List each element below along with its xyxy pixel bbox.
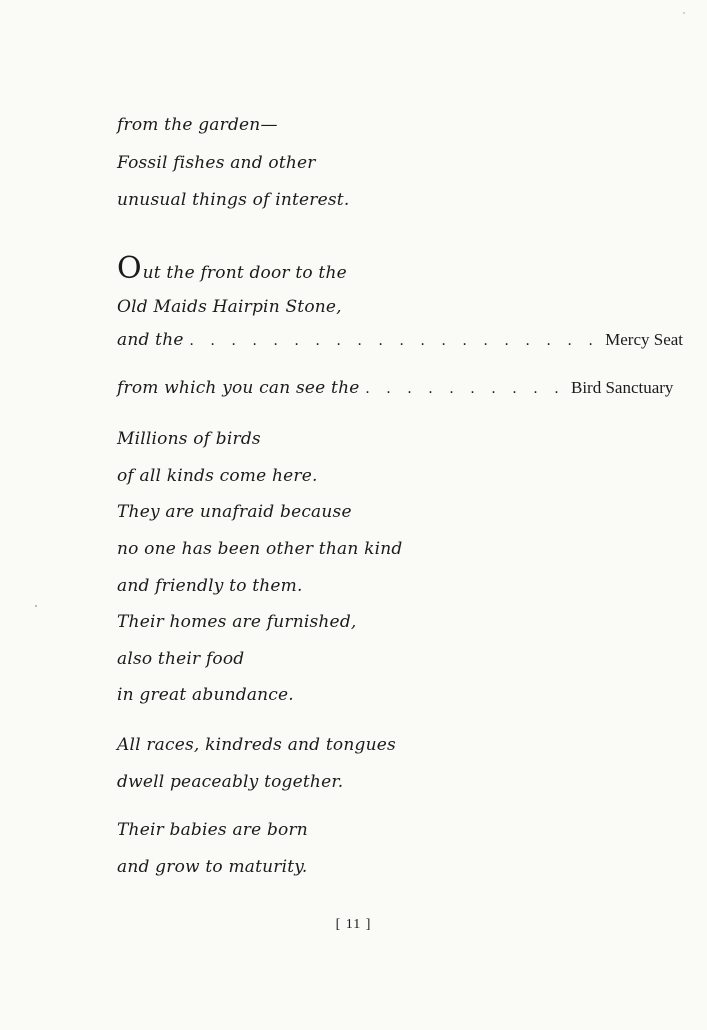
poem-line: They are unafraid because: [117, 502, 352, 522]
poem-line: Old Maids Hairpin Stone,: [117, 297, 342, 317]
poem-line: Their homes are furnished,: [117, 612, 357, 632]
poem-line: and grow to maturity.: [117, 857, 308, 877]
dot-leader: . . . . . . . . . .: [365, 380, 565, 397]
drop-cap-letter: O: [117, 251, 142, 286]
poem-line: dwell peaceably together.: [117, 772, 344, 792]
leader-phrase: from which you can see the: [117, 378, 360, 398]
ink-speck: [35, 605, 37, 607]
leader-row-mercy-seat: [117, 330, 684, 352]
poem-line: Millions of birds: [117, 429, 261, 449]
poem-line: also their food: [117, 649, 245, 669]
poem-line: unusual things of interest.: [117, 190, 350, 210]
place-name: Bird Sanctuary: [570, 378, 674, 397]
poem-line: Fossil fishes and other: [117, 153, 316, 173]
poem-line-dropcap: [117, 251, 347, 286]
place-name: Mercy Seat: [605, 330, 684, 349]
leader-row-bird-sanctuary: [117, 378, 674, 400]
poem-line: Their babies are born: [117, 820, 308, 840]
ink-speck: [683, 12, 685, 14]
poem-line: All races, kindreds and tongues: [117, 735, 396, 755]
leader-phrase: and the: [117, 330, 184, 350]
page-number: [ 11 ]: [335, 917, 372, 932]
poem-line: no one has been other than kind: [117, 539, 403, 559]
poem-line: in great abundance.: [117, 685, 294, 705]
poem-line: of all kinds come here.: [117, 466, 318, 486]
poem-line: and friendly to them.: [117, 576, 303, 596]
poem-line-rest: ut the front door to the: [142, 263, 347, 283]
dot-leader: . . . . . . . . . . . . . . . . . . . .: [189, 332, 600, 349]
poem-line: from the garden—: [117, 115, 278, 135]
